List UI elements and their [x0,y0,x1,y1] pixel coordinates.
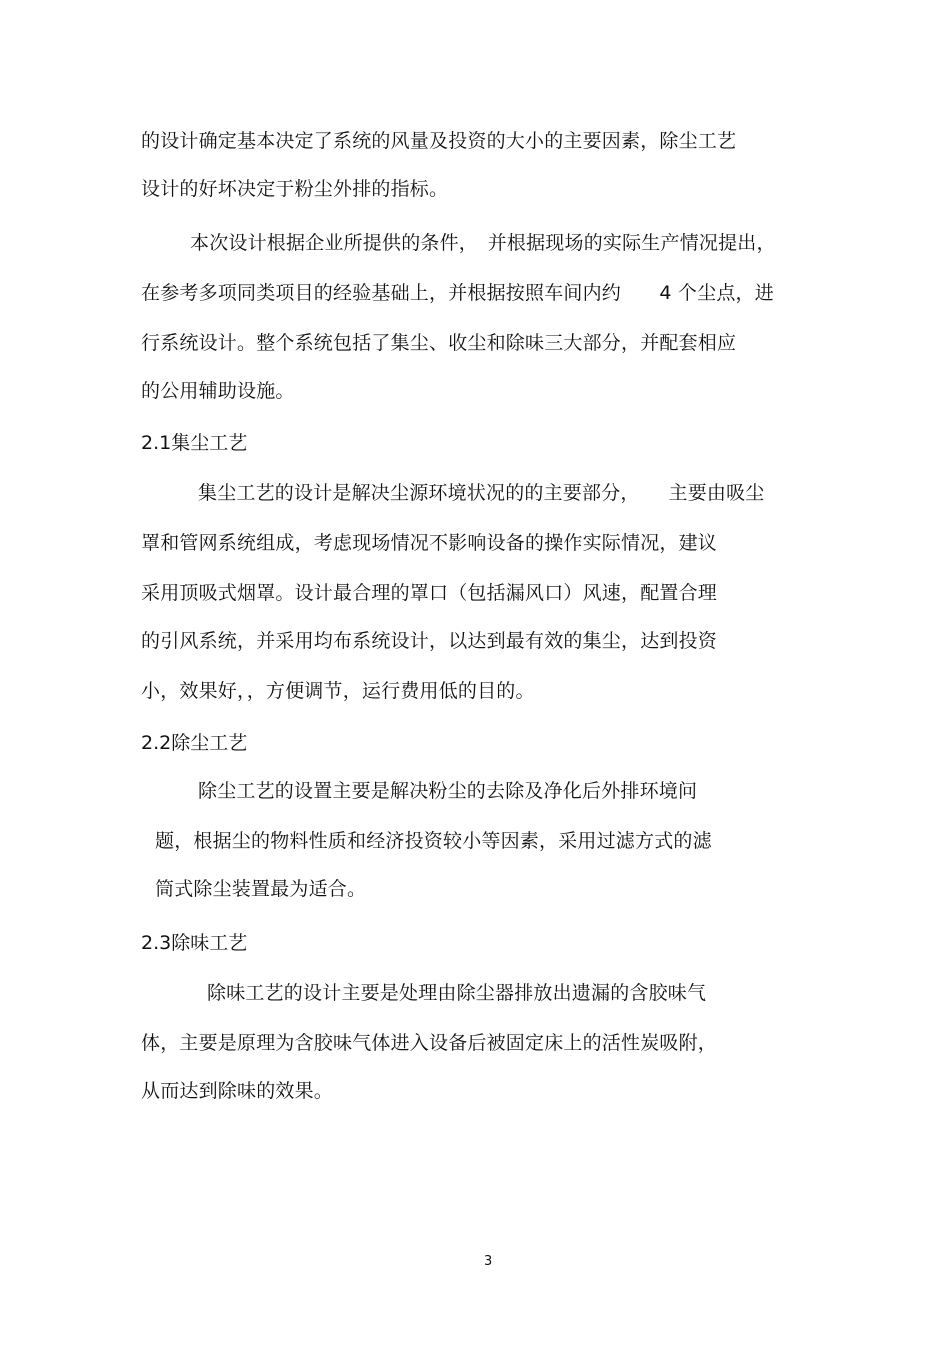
paragraph-line: 的引风系统，并采用均布系统设计，以达到最有效的集尘，达到投资 [141,630,718,652]
section-heading: 2.1集尘工艺 [141,432,248,454]
paragraph-line: 行系统设计。整个系统包括了集尘、收尘和除味三大部分，并配套相应 [141,332,737,354]
paragraph-line: 的公用辅助设施。 [141,380,295,402]
paragraph-line: 除味工艺的设计主要是处理由除尘器排放出遗漏的含胶味气 [207,982,707,1004]
paragraph-line: 在参考多项同类项目的经验基础上，并根据按照车间内约 4 个尘点，进 [141,282,774,304]
paragraph-line: 从而达到除味的效果。 [141,1080,334,1102]
paragraph-line: 筒式除尘装置最为适合。 [155,878,367,900]
section-heading: 2.2除尘工艺 [141,732,248,754]
paragraph-line: 设计的好坏决定于粉尘外排的指标。 [141,178,449,200]
paragraph-line: 本次设计根据企业所提供的条件， 并根据现场的实际生产情况提出， [190,232,776,254]
paragraph-line: 体，主要是原理为含胶味气体进入设备后被固定床上的活性炭吸附， [141,1032,718,1054]
paragraph-line: 题，根据尘的物料性质和经济投资较小等因素，采用过滤方式的滤 [155,830,712,852]
paragraph-line: 集尘工艺的设计是解决尘源环境状况的的主要部分， 主要由吸尘 [198,482,765,504]
paragraph-line: 小，效果好，，方便调节，运行费用低的目的。 [141,680,535,702]
paragraph-line: 罩和管网系统组成，考虑现场情况不影响设备的操作实际情况，建议 [141,532,718,554]
paragraph-line: 的设计确定基本决定了系统的风量及投资的大小的主要因素，除尘工艺 [141,130,737,152]
paragraph-line: 采用顶吸式烟罩。设计最合理的罩口（包括漏风口）风速，配置合理 [141,582,718,604]
paragraph-line: 除尘工艺的设置主要是解决粉尘的去除及净化后外排环境问 [198,780,698,802]
section-heading: 2.3除味工艺 [141,932,248,954]
page-number: 3 [484,1254,493,1269]
